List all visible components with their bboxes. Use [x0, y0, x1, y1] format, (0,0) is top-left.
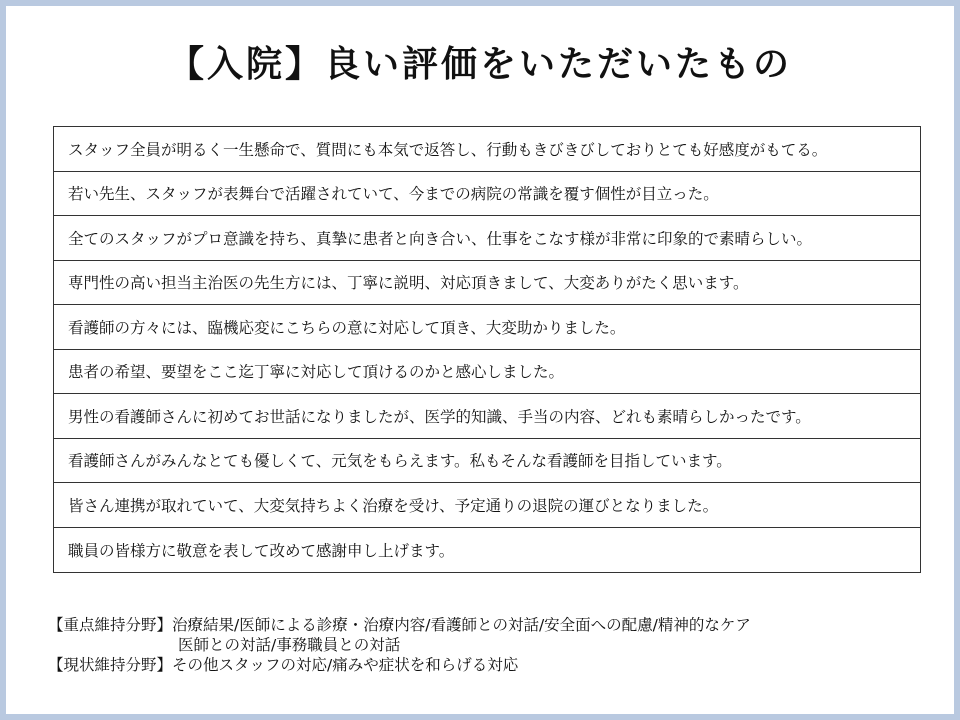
comments-table	[53, 126, 921, 573]
footer-notes	[48, 615, 751, 675]
focus-area-line	[48, 615, 751, 635]
focus-area-items: 治療結果/医師による診療・治療内容/看護師との対話/安全面への配慮/精神的なケア	[172, 616, 751, 634]
comment-row: スタッフ全員が明るく一生懸命で、質問にも本気で返答し、行動もきびきびしておりとても好感度がもてる。	[54, 127, 920, 172]
comment-row: 専門性の高い担当主治医の先生方には、丁寧に説明、対応頂きまして、大変ありがたく思います。	[54, 261, 920, 306]
comment-row: 職員の皆様方に敬意を表して改めて感謝申し上げます。	[68, 541, 455, 560]
comment-row: 患者の希望、要望をここ迄丁寧に対応して頂けるのかと感心しました。	[54, 350, 920, 395]
focus-area-line-2	[48, 635, 751, 655]
comment-row: 看護師さんがみんなとても優しくて、元気をもらえます。私もそんな看護師を目指しています。	[54, 439, 920, 484]
current-area-line	[48, 655, 751, 675]
comment-row: 若い先生、スタッフが表舞台で活躍されていて、今までの病院の常識を覆す個性が目立った。	[54, 172, 920, 217]
focus-area-label: 【重点維持分野】	[48, 616, 173, 634]
comment-row: 皆さん連携が取れていて、大変気持ちよく治療を受け、予定通りの退院の運びとなりました。	[54, 483, 920, 528]
current-area-label: 【現状維持分野】	[48, 656, 173, 674]
focus-area-items-2: 医師との対話/事務職員との対話	[178, 636, 401, 654]
current-area-items: その他スタッフの対応/痛みや症状を和らげる対応	[172, 656, 519, 674]
comment-row: 男性の看護師さんに初めてお世話になりましたが、医学的知識、手当の内容、どれも素晴らしかったです。	[54, 394, 920, 439]
comment-row: 看護師の方々には、臨機応変にこちらの意に対応して頂き、大変助かりました。	[54, 305, 920, 350]
comment-row: 全てのスタッフがプロ意識を持ち、真摯に患者と向き合い、仕事をこなす様が非常に印象的で素晴らしい。	[54, 216, 920, 261]
page-title: 【入院】良い評価をいただいたもの	[167, 44, 792, 85]
